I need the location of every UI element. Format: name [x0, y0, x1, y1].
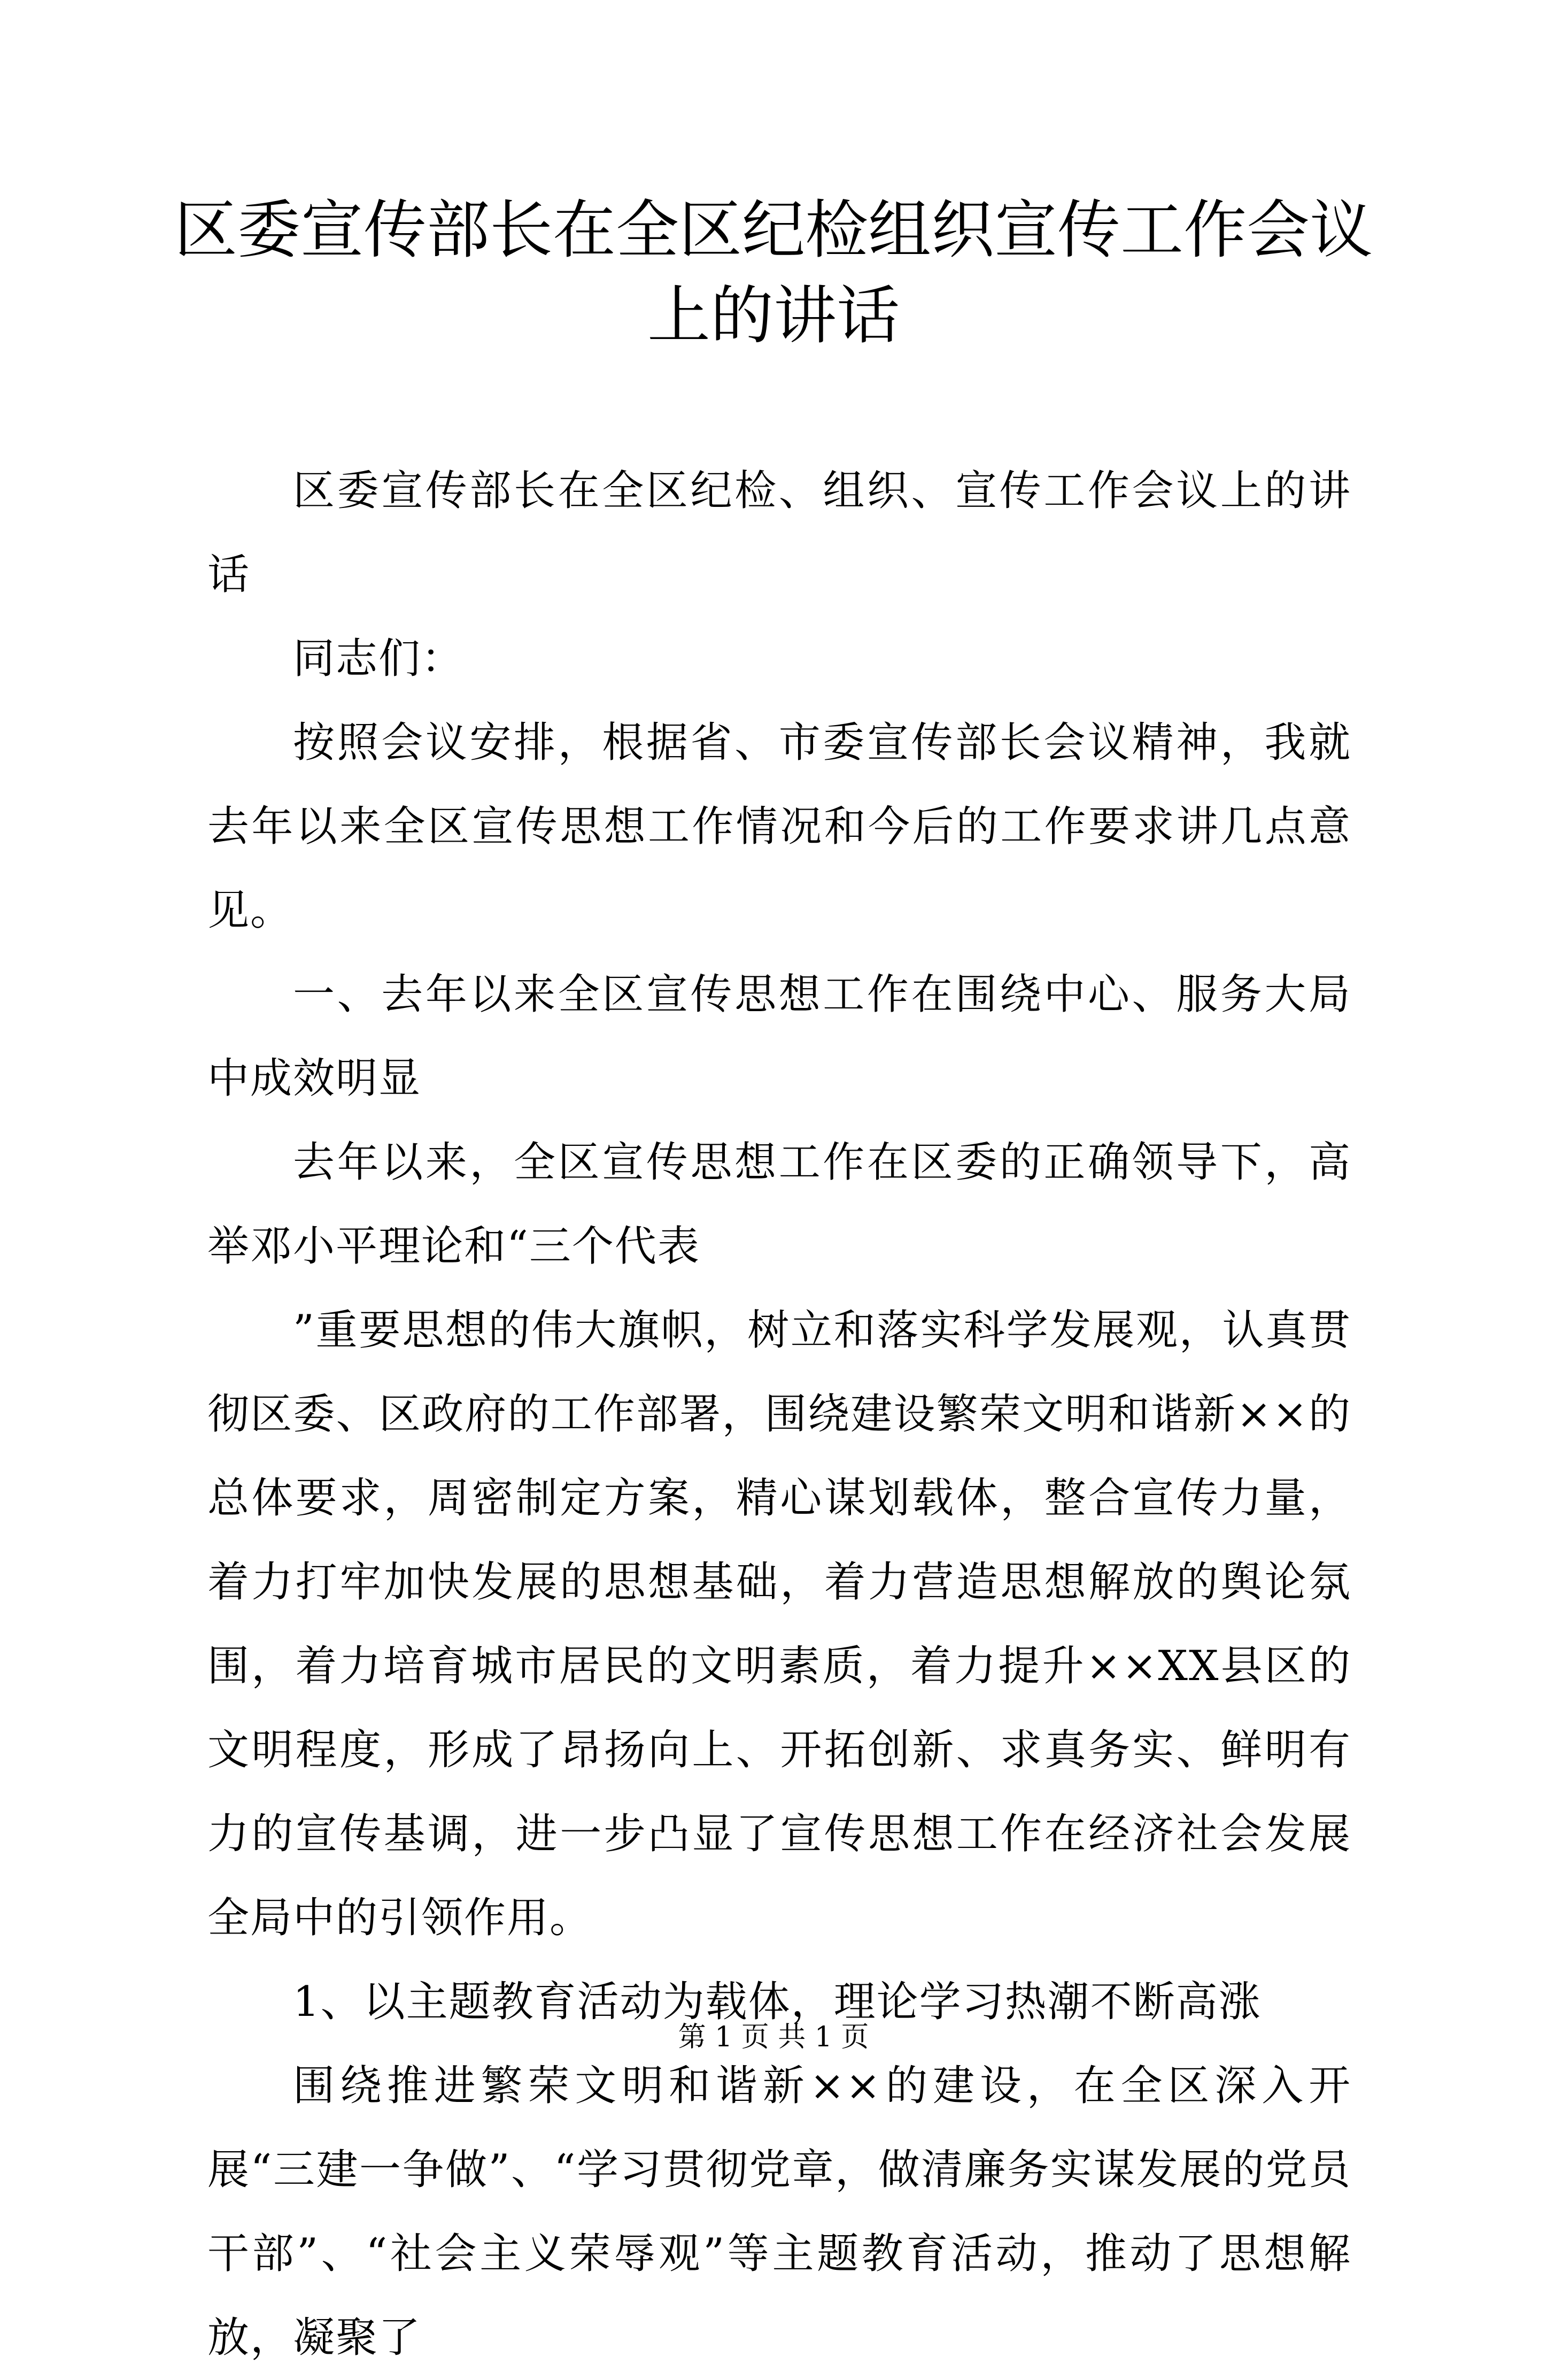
section-heading: 一、去年以来全区宣传思想工作在围绕中心、服务大局中成效明显	[207, 971, 1351, 1103]
page-footer: 第 1 页 共 1 页	[678, 2021, 869, 2053]
paragraph: 围绕推进繁荣文明和谐新××的建设，在全区深入开展“三建一争做”、“学习贯彻党章，做清廉务实谋发展的党员干部”、“社会主义荣辱观”等主题教育活动，推动了思想解放，凝聚了	[207, 2062, 1351, 2362]
paragraph: 按照会议安排，根据省、市委宣传部长会议精神，我就去年以来全区宣传思想工作情况和今后的工作要求讲几点意见。	[207, 719, 1351, 935]
subsection-heading: 1、以主题教育活动为载体，理论学习热潮不断高涨	[293, 1978, 1262, 2026]
paragraph-salutation: 同志们：	[293, 635, 465, 683]
paragraph-subtitle: 区委宣传部长在全区纪检、组织、宣传工作会议上的讲话	[207, 467, 1351, 599]
document-body	[207, 449, 1351, 2380]
document-title: 区委宣传部长在全区纪检组织宣传工作会议上的讲话	[174, 193, 1373, 352]
paragraph: ”重要思想的伟大旗帜，树立和落实科学发展观，认真贯彻区委、区政府的工作部署，围绕建设繁荣文明和谐新××的总体要求，周密制定方案，精心谋划载体，整合宣传力量，着力打牢加快发展的思想基础，着力营造思想解放的舆论氛围，着力培育城市居民的文明素质，着力提升××XX县区的文明程度，形成了昂扬向上、开拓创新、求真务实、鲜明有力的宣传基调，进一步凸显了宣传思想工作在经济社会发展全局中的引领作用。	[207, 1306, 1351, 1942]
paragraph: 去年以来，全区宣传思想工作在区委的正确领导下，高举邓小平理论和“三个代表	[207, 1138, 1351, 1270]
